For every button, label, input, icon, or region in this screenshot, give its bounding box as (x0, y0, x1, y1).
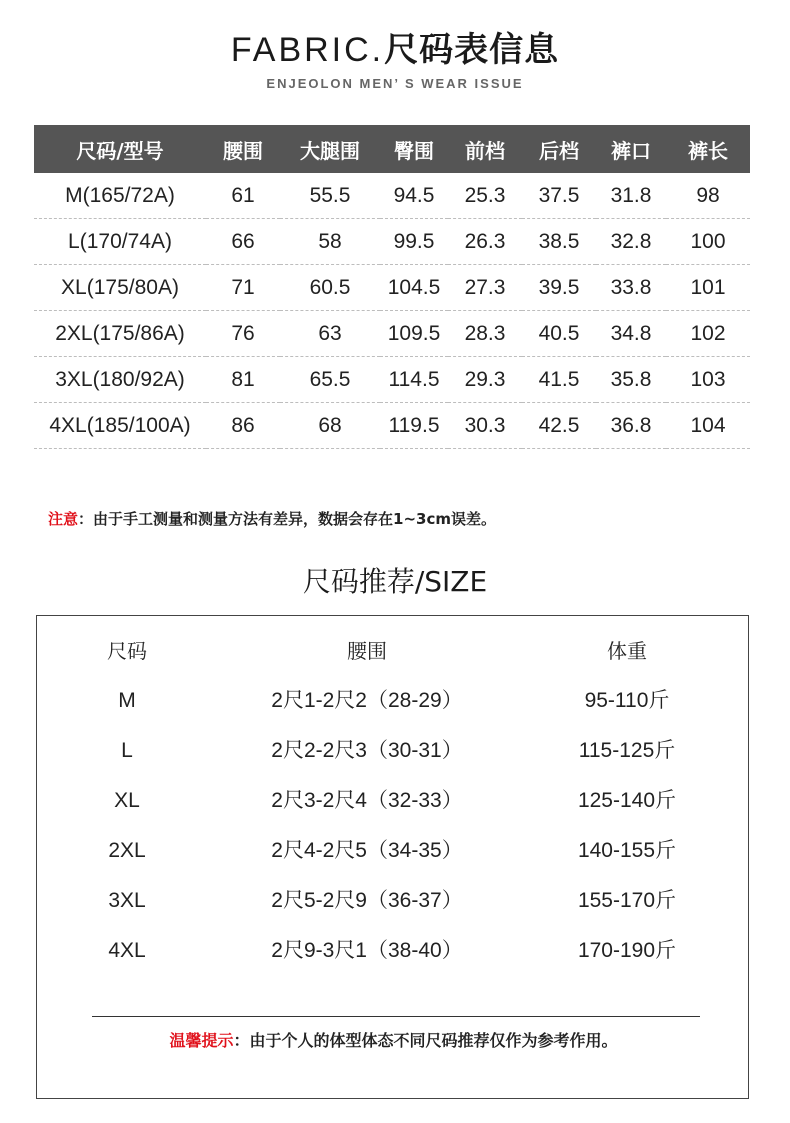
page-title-cn: 尺码表信息 (384, 30, 560, 70)
column-header: 后档 (522, 125, 596, 173)
table-cell: 86 (206, 403, 280, 449)
weight-value: 115-125斤 (578, 739, 676, 762)
table-cell: 104.5 (380, 265, 448, 311)
table-cell: 36.8 (596, 403, 666, 449)
table-cell: 34.8 (596, 311, 666, 357)
weight-value: 95-110斤 (584, 689, 670, 712)
recommend-header-row (37, 633, 750, 669)
waist-value: 2尺5-2尺9（36-37） (271, 889, 463, 912)
table-cell: 71 (206, 265, 280, 311)
table-cell: 60.5 (280, 265, 380, 311)
table-row (34, 219, 750, 265)
page-title-en: FABRIC. (230, 31, 385, 69)
table-cell: 25.3 (448, 173, 522, 219)
table-row (34, 173, 750, 219)
page-title (0, 28, 790, 72)
size-value: M (118, 689, 136, 712)
list-item (37, 883, 750, 919)
table-cell: 2XL(175/86A) (34, 311, 206, 357)
table-row (34, 403, 750, 449)
measurement-note (48, 508, 496, 529)
size-value: 3XL (108, 889, 146, 912)
table-cell: 28.3 (448, 311, 522, 357)
column-header: 尺码 (107, 639, 147, 663)
table-cell: 55.5 (280, 173, 380, 219)
table-cell: 30.3 (448, 403, 522, 449)
waist-value: 2尺9-3尺1（38-40） (271, 939, 463, 962)
table-cell: M(165/72A) (34, 173, 206, 219)
table-cell: 27.3 (448, 265, 522, 311)
weight-value: 140-155斤 (577, 839, 677, 862)
table-cell: 38.5 (522, 219, 596, 265)
column-header: 腰围 (347, 639, 387, 663)
table-cell: 63 (280, 311, 380, 357)
table-cell: 94.5 (380, 173, 448, 219)
tip-label: 温馨提示 (169, 1031, 234, 1050)
table-cell: 109.5 (380, 311, 448, 357)
column-header: 体重 (607, 639, 647, 663)
table-cell: 66 (206, 219, 280, 265)
table-cell: 102 (666, 311, 750, 357)
table-cell: 31.8 (596, 173, 666, 219)
size-chart-table (34, 125, 750, 449)
table-cell: 104 (666, 403, 750, 449)
table-cell: 42.5 (522, 403, 596, 449)
recommend-title: 尺码推荐/SIZE (302, 565, 488, 598)
table-cell: 35.8 (596, 357, 666, 403)
size-recommend-box (36, 615, 749, 1099)
weight-value: 155-170斤 (577, 889, 677, 912)
table-cell: 41.5 (522, 357, 596, 403)
column-header: 尺码/型号 (34, 125, 206, 173)
column-header: 裤长 (666, 125, 750, 173)
column-header: 大腿围 (280, 125, 380, 173)
list-item (37, 733, 750, 769)
table-cell: 33.8 (596, 265, 666, 311)
table-cell: 32.8 (596, 219, 666, 265)
tip-text: ：由于个人的体型体态不同尺码推荐仅作为参考作用。 (233, 1031, 618, 1050)
table-row (34, 357, 750, 403)
size-value: XL (114, 789, 140, 812)
table-row (34, 265, 750, 311)
list-item (37, 833, 750, 869)
table-cell: 103 (666, 357, 750, 403)
table-cell: 58 (280, 219, 380, 265)
weight-value: 170-190斤 (577, 939, 677, 962)
column-header: 前档 (448, 125, 522, 173)
list-item (37, 683, 750, 719)
table-cell: 39.5 (522, 265, 596, 311)
table-cell: 65.5 (280, 357, 380, 403)
table-row (34, 311, 750, 357)
table-cell: 114.5 (380, 357, 448, 403)
table-cell: 29.3 (448, 357, 522, 403)
recommend-tip (37, 1028, 750, 1051)
table-cell: 26.3 (448, 219, 522, 265)
size-value: L (121, 739, 133, 762)
weight-value: 125-140斤 (577, 789, 677, 812)
table-cell: 81 (206, 357, 280, 403)
waist-value: 2尺3-2尺4（32-33） (271, 789, 463, 812)
column-header: 腰围 (206, 125, 280, 173)
list-item (37, 783, 750, 819)
table-cell: L(170/74A) (34, 219, 206, 265)
table-cell: 40.5 (522, 311, 596, 357)
table-cell: 68 (280, 403, 380, 449)
table-cell: 76 (206, 311, 280, 357)
column-header: 裤口 (596, 125, 666, 173)
waist-value: 2尺1-2尺2（28-29） (271, 689, 463, 712)
page-subtitle: ENJEOLON MEN’ S WEAR ISSUE (266, 76, 524, 91)
note-text: ：由于手工测量和测量方法有差异，数据会存在1~3cm误差。 (78, 510, 496, 528)
waist-value: 2尺4-2尺5（34-35） (271, 839, 463, 862)
table-cell: 119.5 (380, 403, 448, 449)
table-cell: 61 (206, 173, 280, 219)
list-item (37, 933, 750, 969)
column-header: 臀围 (380, 125, 448, 173)
table-cell: XL(175/80A) (34, 265, 206, 311)
size-value: 4XL (108, 939, 146, 962)
size-chart-header-row (34, 125, 750, 173)
table-cell: 4XL(185/100A) (34, 403, 206, 449)
table-cell: 98 (666, 173, 750, 219)
table-cell: 101 (666, 265, 750, 311)
note-label: 注意 (48, 510, 79, 528)
waist-value: 2尺2-2尺3（30-31） (271, 739, 463, 762)
table-cell: 100 (666, 219, 750, 265)
table-cell: 99.5 (380, 219, 448, 265)
table-cell: 37.5 (522, 173, 596, 219)
table-cell: 3XL(180/92A) (34, 357, 206, 403)
size-value: 2XL (108, 839, 146, 862)
divider (92, 1016, 700, 1017)
